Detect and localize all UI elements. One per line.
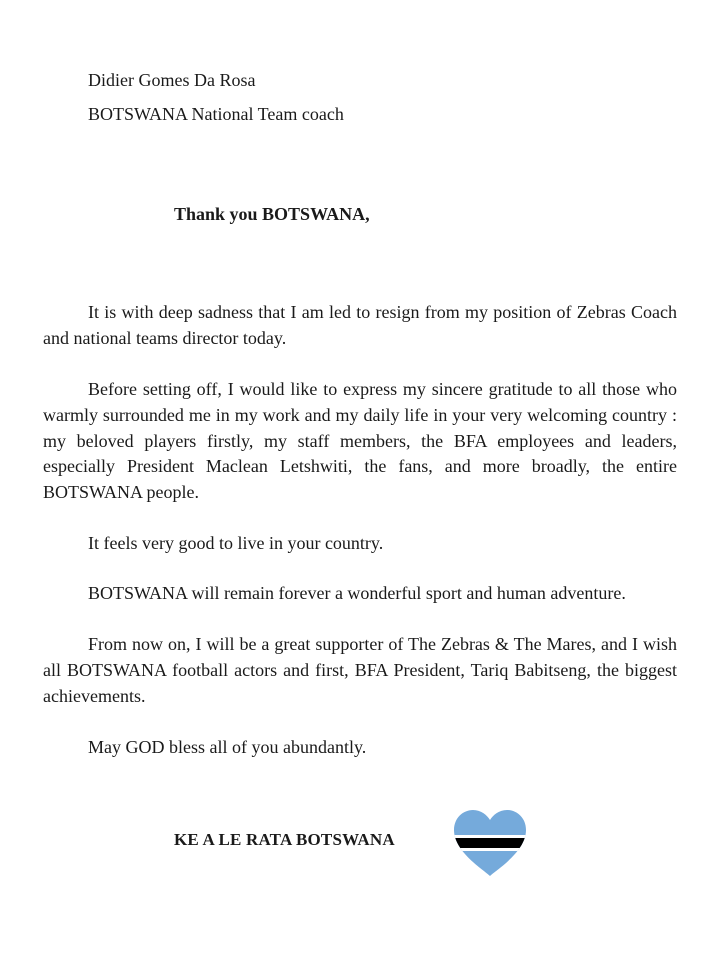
paragraph-country: It feels very good to live in your country. [88,533,384,553]
author-name: Didier Gomes Da Rosa [88,70,256,90]
flag-white-stripe-top [451,835,529,838]
closing-line: KE A LE RATA BOTSWANA [174,830,395,849]
paragraph-resignation: It is with deep sadness that I am led to resign from my position of Zebras Coach and national teams director today. [43,302,677,348]
author-title: BOTSWANA National Team coach [88,104,344,124]
botswana-flag-heart-icon [451,808,529,878]
heart-flag-fill [451,808,529,878]
flag-black-stripe [451,838,529,848]
paragraph-gratitude: Before setting off, I would like to express my sincere gratitude to all those who warmly surrounded me in my work and my daily life in your very welcoming country : my beloved players firstly, my staff members, the BFA employees and leaders, especially President Maclean Letshwiti, the fans, and more broadly, the entire BOTSWANA people. [43,379,677,503]
paragraph-blessing: May GOD bless all of you abundantly. [88,737,367,757]
paragraph-adventure: BOTSWANA will remain forever a wonderful sport and human adventure. [88,583,626,603]
flag-white-stripe-bottom [451,848,529,851]
letter-greeting: Thank you BOTSWANA, [174,204,370,224]
paragraph-supporter: From now on, I will be a great supporter of The Zebras & The Mares, and I wish all BOTSWANA football actors and first, BFA President, Tariq Babitseng, the biggest achievements. [43,634,677,706]
